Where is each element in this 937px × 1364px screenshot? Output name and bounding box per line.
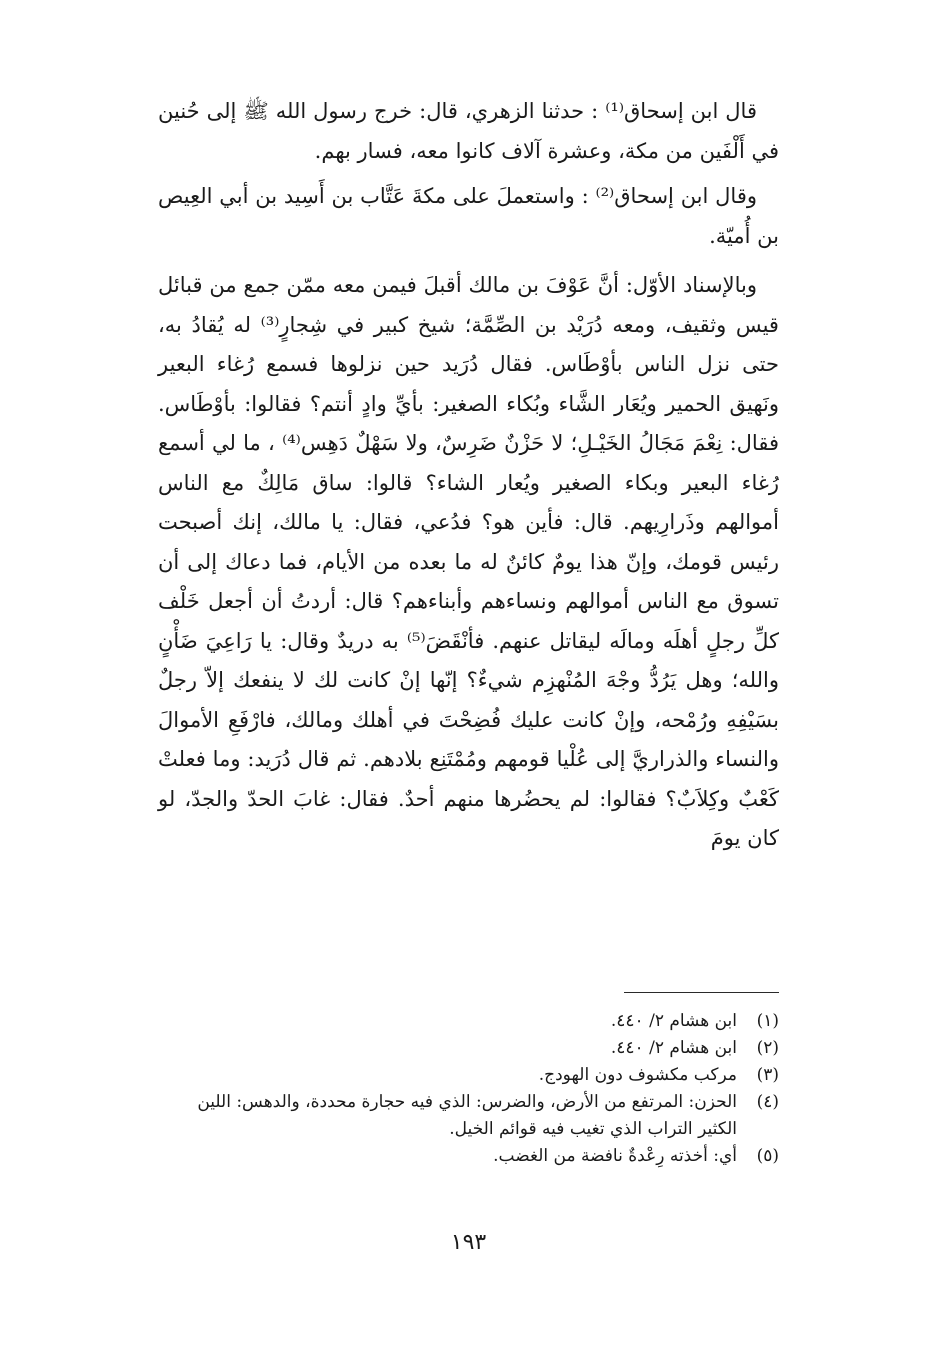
- footnote-text: أي: أخذته رِعْدةٌ نافضة من الغضب.: [493, 1146, 737, 1166]
- footnote-text: الحزن: المرتفع من الأرض، والضرس: الذي فيه حجارة محددة، والدهس: اللين الكثير التراب الذي تغيب فيه قوائم الخيل.: [197, 1092, 737, 1139]
- footnote-4: [158, 1089, 779, 1143]
- footnote-number: (٣): [756, 1065, 779, 1085]
- footnote-divider: [624, 992, 779, 993]
- paragraph-1: قال ابن إسحاق⁽¹⁾ : حدثنا الزهري، قال: خرج رسول الله ﷺ إلى حُنين في أَلْفَين من مكة، وعشرة آلاف كانوا معه، فسار بهم.: [158, 99, 779, 163]
- footnote-number: (١): [756, 1011, 779, 1031]
- page-number: ١٩٣: [450, 1230, 487, 1255]
- footnote-1: [158, 1008, 779, 1035]
- footnote-3: [158, 1062, 779, 1089]
- paragraph-3: وبالإسناد الأوّل: أنَّ عَوْفَ بن مالك أقبلَ فيمن معه ممّن جمع من قبائل قيس وثقيف، ومعه دُرَيْد بن الصِّمَّة؛ شيخ كبير في شِجارٍ⁽³⁾ له يُقادُ به، حتى نزل الناس بأوْطَاس. فقال دُرَيد حين نزلوها فسمع رُغاء البعير ونَهيق الحمير ويُعَار الشَّاء وبُكاء الصغير: بأيِّ وادٍ أنتم؟ فقالوا: بأوْطَاس. فقال: نِعْمَ مَجَالُ الخَيْـلِ؛ لا حَزْنٌ ضَرِسٌ، ولا سَهْلٌ دَهِس⁽⁴⁾ ، ما لي أسمع رُغاء البعير وبكاء الصغير ويُعار الشاء؟ قالوا: ساق مَالِكٌ مع الناس أموالهم وذَرارِيهم. قال: فأين هو؟ فدُعي، فقال: يا مالك، إنك أصبحت رئيس قومك، وإنّ هذا يومٌ كائنٌ له ما بعده من الأيام، فما دعاك إلى أن تسوق مع الناس أموالهم ونساءهم وأبناءهم؟ قال: أردتُ أن أجعل خَلْف كلِّ رجلٍ أهلَه ومالَه ليقاتل عنهم. فأنْقَضَ⁽⁵⁾ به دريدٌ وقال: يا رَاعِيَ ضَأْنٍ والله؛ وهل يَرُدُّ وجْهَ المُنْهزِم شيءٌ؟ إنّها إنْ كانت لك لا ينفعك إلاّ رجلٌ بسَيْفِهِ ورُمْحه، وإنْ كانت عليك فُضِحْتَ في أهلك ومالك، فارْفَعِ الأموالَ والنساء والذراريَّ إلى عُلْيا قومهم ومُمْتَنِع بلادهم. ثم قال دُرَيد: وما فعلتْ كَعْبٌ وكِلاَبٌ؟ فقالوا: لم يحضُرها منهم أحدٌ. فقال: غابَ الحدّ والجدّ، لو كان يومَ: [158, 273, 779, 850]
- footnotes-list: [158, 1008, 779, 1170]
- footnote-number: (٥): [756, 1146, 779, 1166]
- main-text-block: [158, 92, 779, 859]
- footnote-text: ابن هشام ٢/ ٤٤٠.: [610, 1011, 737, 1031]
- footnote-text: ابن هشام ٢/ ٤٤٠.: [610, 1038, 737, 1058]
- footnote-2: [158, 1035, 779, 1062]
- footnote-number: (٤): [756, 1092, 779, 1112]
- footnote-text: مركب مكشوف دون الهودج.: [538, 1065, 737, 1085]
- paragraph-2: وقال ابن إسحاق⁽²⁾ : واستعملَ على مكةَ عَتَّاب بن أَسِيد بن أبي العِيص بن أُميّة.: [158, 184, 779, 248]
- footnote-number: (٢): [756, 1038, 779, 1058]
- footnote-5: [158, 1143, 779, 1170]
